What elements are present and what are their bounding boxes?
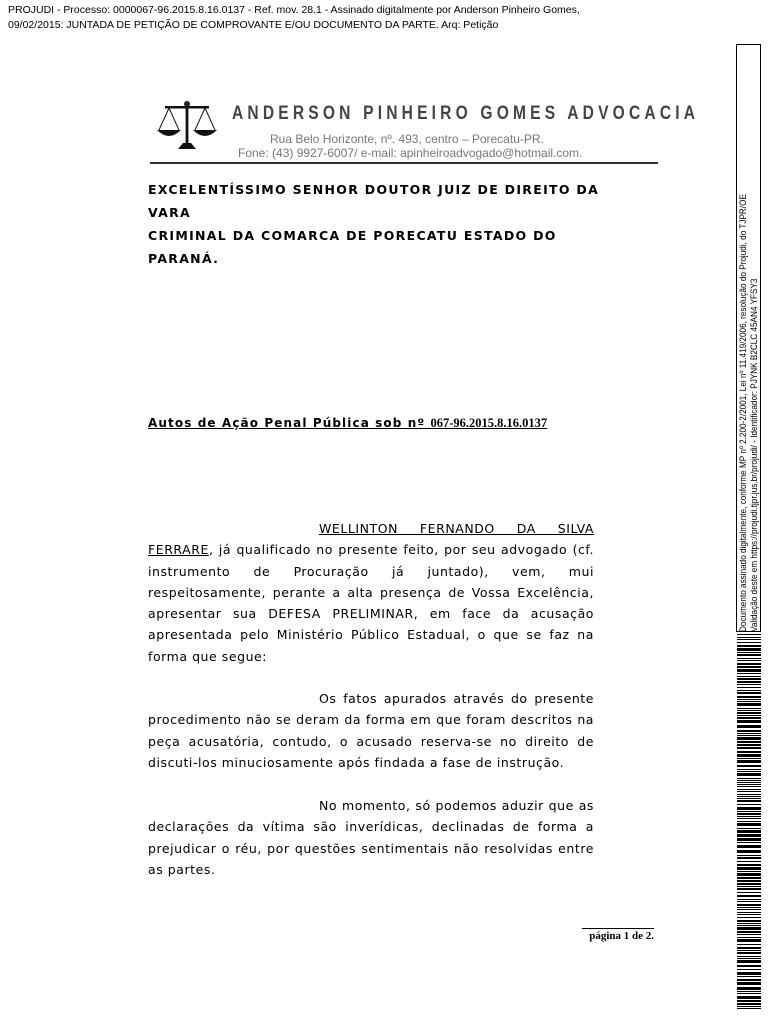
projudi-header-stamp <box>8 3 588 33</box>
validation-barcode <box>737 634 761 1009</box>
paragraph-victim-statements <box>148 795 594 880</box>
letterhead <box>150 95 700 165</box>
signature-validation-stamp <box>736 44 761 632</box>
page-number: página 1 de 2. <box>589 930 654 942</box>
firm-address: Rua Belo Horizonte, nº. 493, centro – Porecatu-PR. <box>270 132 544 146</box>
case-reference <box>148 414 618 432</box>
validation-line-2: Validação deste em https://projudi.tjpr.jus.br/projudi/ - Identificador: PJYNK B2CLC 45AN4 YFSY3 <box>749 278 760 632</box>
case-number: 067-96.2015.8.16.0137 <box>430 416 548 430</box>
letterhead-divider <box>150 162 658 164</box>
addressee-heading <box>148 178 618 270</box>
paragraph-3-text: No momento, só podemos aduzir que as declarações da vítima são inverídicas, declinadas de forma a prejudicar o réu, por questões sentimentais não resolvidas entre as partes. <box>148 798 594 877</box>
addressee-line-1: EXCELENTÍSSIMO SENHOR DOUTOR JUIZ DE DIREITO DA VARA <box>148 182 600 220</box>
scales-of-justice-icon <box>156 100 218 150</box>
paragraph-defense-intro <box>148 518 594 667</box>
firm-contact: Fone: (43) 9927-6007/ e-mail: apinheiroadvogado@hotmail.com. <box>238 146 583 160</box>
paragraph-2-text: Os fatos apurados através do presente procedimento não se deram da forma em que foram descritos na peça acusatória, contudo, o acusado reserva-se no direito de discuti-los minuciosamente após findada a fase de instrução. <box>148 691 594 770</box>
footer-rule <box>582 928 654 929</box>
addressee-line-2: CRIMINAL DA COMARCA DE PORECATU ESTADO DO PARANÁ. <box>148 228 557 266</box>
stamp-line-1: PROJUDI - Processo: 0000067-96.2015.8.16.0137 - Ref. mov. 28.1 - Assinado digitalmente por Anderson Pinheiro Gomes, <box>8 4 580 16</box>
validation-line-1: Documento assinado digitalmente, conforme MP nº 2.200-2/2001, Lei nº 11.419/2006, resolução do Projudi, do TJPR/OE <box>738 194 749 632</box>
case-reference-label: Autos de Ação Penal Pública sob nº <box>148 416 426 430</box>
defendant-name: WELLINTON FERNANDO DA SILVA FERRARE <box>148 521 594 558</box>
stamp-line-2: 09/02/2015: JUNTADA DE PETIÇÃO DE COMPROVANTE E/OU DOCUMENTO DA PARTE. Arq: Petição <box>8 19 499 31</box>
paragraph-1-text: , já qualificado no presente feito, por seu advogado (cf. instrumento de Procuração já juntado), vem, mui respeitosamente, perante a alta presença de Vossa Excelência, apresentar sua DEFESA PRELIMINAR, em face da acusação apresentada pelo Ministério Público Estadual, o que se faz na forma que segue: <box>148 542 594 664</box>
paragraph-facts <box>148 688 594 773</box>
firm-name: ANDERSON PINHEIRO GOMES ADVOCACIA <box>232 103 700 124</box>
